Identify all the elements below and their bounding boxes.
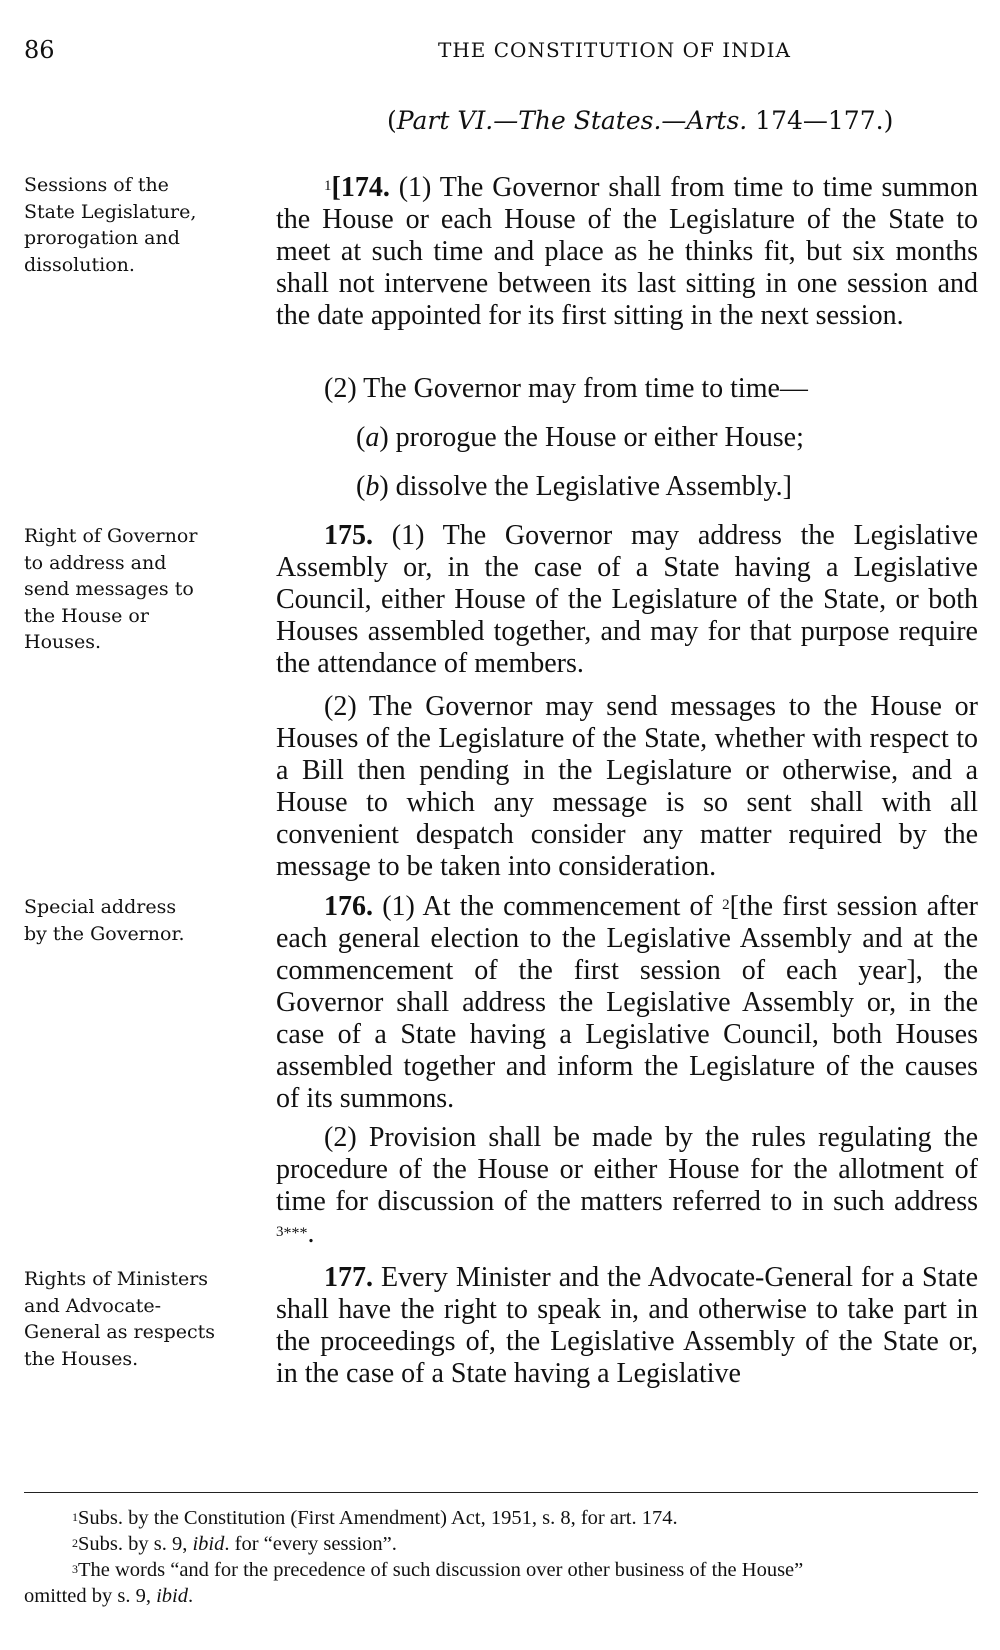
marginal-note-line: Houses. xyxy=(24,631,102,653)
marginal-note-line: prorogation and xyxy=(24,227,180,249)
article-176-text-start: (1) At the commencement of xyxy=(373,891,723,922)
footnote-ref-2[interactable]: 2 xyxy=(722,897,730,913)
part-heading-range: 174—177.) xyxy=(747,106,894,135)
marginal-note-line: Sessions of the xyxy=(24,174,169,196)
article-175-clause-2-text: (2) The Governor may send messages to the House or Houses of the Legislature of the State, whether with respect to a Bill then pending in the Legislature or otherwise, and a House to which any message is so sent shall with all convenient despatch consider any matter required by the message to be taken into consideration. xyxy=(276,691,978,882)
article-176-clause-2-text: (2) Provision shall be made by the rules regulating the procedure of the House or either House for the allotment of time for discussion of the matters referred to in such address xyxy=(276,1122,978,1217)
marginal-note-line: Rights of Ministers xyxy=(24,1268,209,1290)
article-176-text-rest: [the first session after each general election to the Legislative Assembly and at the commencement of the first session of each year], the Governor shall address the Legislative Assembly or, in the case of a State having a Legislative Council, both Houses assembled together and inform the Legislature of the causes of its summons. xyxy=(276,891,978,1114)
footnote-mark: 2 xyxy=(72,1536,78,1550)
footnote-1 xyxy=(72,1505,678,1532)
marginal-note-line: by the Governor. xyxy=(24,922,185,945)
article-175-clause-2 xyxy=(276,691,978,883)
marginal-note-line: send messages to xyxy=(24,578,194,600)
footnote-3-continued xyxy=(24,1583,193,1610)
footnote-ibid: ibid xyxy=(192,1533,225,1555)
article-number-175: 175. xyxy=(324,520,373,551)
sub-clause-label: a xyxy=(365,422,380,453)
article-174-clause-1 xyxy=(276,172,978,332)
marginal-note-line: and Advocate- xyxy=(24,1294,162,1317)
article-number-177: 177. xyxy=(324,1262,373,1293)
part-heading xyxy=(387,106,893,135)
footnote-text: The words “and for the precedence of such discussion over other business of the House” xyxy=(78,1559,804,1581)
marginal-note-line: State Legislature, xyxy=(24,200,197,223)
article-176-end: . xyxy=(307,1218,315,1249)
article-177 xyxy=(276,1262,978,1390)
article-number-176: 176. xyxy=(324,891,373,922)
marginal-note-176 xyxy=(24,894,224,947)
footnote-mark: 1 xyxy=(72,1510,78,1524)
footnote-text: Subs. by s. 9, xyxy=(78,1533,193,1555)
footnote-ref-1[interactable]: 1 xyxy=(324,178,332,194)
marginal-note-177 xyxy=(24,1266,224,1372)
article-174-text: (1) The Governor shall from time to time summon the House or each House of the Legislature of the State to meet at such time and place as he thinks fit, but six months shall not intervene between its last sitting in one session and the date appointed for its first sitting in the next session. xyxy=(276,172,978,331)
sub-clause-text: prorogue the House or either House; xyxy=(388,422,804,453)
marginal-note-line: to address and xyxy=(24,551,167,574)
article-number-174: [174. xyxy=(331,172,390,203)
article-174-sub-a: (a) prorogue the House or either House; xyxy=(356,422,804,453)
running-title: THE CONSTITUTION OF INDIA xyxy=(438,38,791,62)
sub-clause-label: b xyxy=(365,471,380,502)
footnote-text: . for “every session”. xyxy=(224,1533,397,1555)
article-176-clause-2 xyxy=(276,1122,978,1250)
article-175-text: (1) The Governor may address the Legislative Assembly or, in the case of a State having a Legislative Council, either House of the Legislature of the State, or both Houses assembled together, and may for that purpose require the attendance of members. xyxy=(276,520,978,679)
footnote-text: omitted by s. 9, xyxy=(24,1585,157,1607)
marginal-note-line: the Houses. xyxy=(24,1347,139,1370)
marginal-note-175 xyxy=(24,523,224,656)
part-heading-open: ( xyxy=(387,106,397,135)
footnote-ref-3[interactable]: 3 xyxy=(276,1224,284,1240)
footnote-3 xyxy=(72,1557,803,1584)
article-175-clause-1 xyxy=(276,520,978,680)
sub-clause-text: dissolve the Legislative Assembly.] xyxy=(388,471,793,502)
marginal-note-line: Right of Governor xyxy=(24,525,198,547)
omission-marks: *** xyxy=(283,1225,308,1242)
article-174-sub-b: (b) dissolve the Legislative Assembly.] xyxy=(356,471,793,502)
footnote-text: . xyxy=(188,1585,194,1607)
marginal-note-174 xyxy=(24,172,224,278)
marginal-note-line: Special address xyxy=(24,896,177,918)
footnote-ibid: ibid xyxy=(156,1585,189,1607)
article-176-clause-1 xyxy=(276,891,978,1115)
marginal-note-line: dissolution. xyxy=(24,253,135,276)
page-number: 86 xyxy=(24,36,55,64)
marginal-note-line: the House or xyxy=(24,604,149,627)
marginal-note-line: General as respects xyxy=(24,1321,216,1343)
article-174-clause-2: (2) The Governor may from time to time— xyxy=(324,373,808,404)
footnote-divider xyxy=(24,1492,978,1493)
footnote-2 xyxy=(72,1531,397,1558)
article-177-text: Every Minister and the Advocate-General for a State shall have the right to speak in, and otherwise to take part in the proceedings of, the Legislative Assembly of the State or, in the case of a State having a Legislative xyxy=(276,1262,978,1389)
footnote-mark: 3 xyxy=(72,1562,78,1576)
footnote-text: Subs. by the Constitution (First Amendment) Act, 1951, s. 8, for art. 174. xyxy=(78,1507,678,1529)
part-heading-text: Part VI.—The States.—Arts. xyxy=(396,106,748,135)
